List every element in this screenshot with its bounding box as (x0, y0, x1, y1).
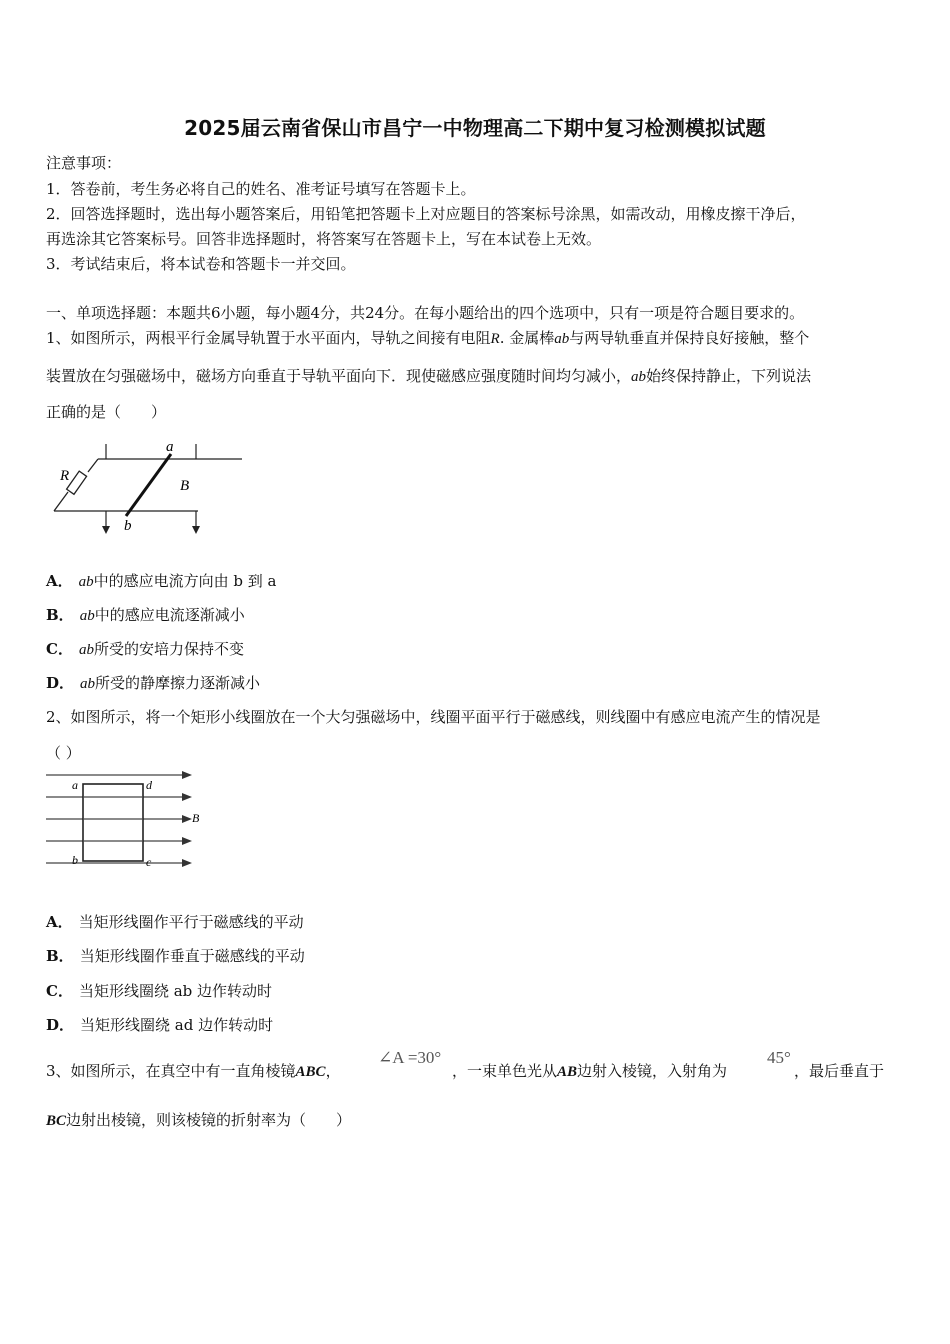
label-b: b (72, 853, 78, 867)
q2-coil-figure (46, 770, 216, 880)
section-heading: 一、单项选择题：本题共6小题，每小题4分，共24分。在每小题给出的四个选项中，只有一项是符合题目要求的。 (46, 304, 805, 322)
q2-option-d[interactable]: D． 当矩形线圈绕 ad 边作转动时 (46, 1016, 274, 1034)
q2-stem-line1: 2、如图所示，将一个矩形小线圈放在一个大匀强磁场中，线圈平面平行于磁感线，则线圈中有感应电流产生的情况是 (46, 708, 821, 726)
label-B: B (192, 811, 200, 825)
notice-item: 再选涂其它答案标号。回答非选择题时，将答案写在答题卡上，写在本试卷上无效。 (46, 230, 602, 248)
label-R: R (60, 468, 70, 484)
notice-item: 1．答卷前，考生务必将自己的姓名、准考证号填写在答题卡上。 (46, 180, 476, 198)
q1-rail-figure (46, 434, 246, 536)
notice-item: 2．回答选择题时，选出每小题答案后，用铅笔把答题卡上对应题目的答案标号涂黑，如需改动，用橡皮擦干净后， (46, 205, 806, 223)
label-b: b (124, 518, 132, 534)
q2-option-a[interactable]: A． 当矩形线圈作平行于磁感线的平动 (46, 913, 304, 931)
q1-option-d[interactable]: D． ab所受的静摩擦力逐渐减小 (46, 674, 261, 692)
q1-option-b[interactable]: B． ab中的感应电流逐渐减小 (46, 606, 245, 624)
q3-stem-part2: ，一束单色光从AB边射入棱镜，入射角为 (452, 1062, 728, 1080)
angle-a-expression: ∠A =30° (378, 1048, 442, 1067)
q3-stem-line2: BC边射出棱镜，则该棱镜的折射率为（ ） (46, 1111, 352, 1129)
label-B: B (180, 478, 190, 494)
q3-stem-part1: 3、如图所示，在真空中有一直角棱镜ABC， (46, 1062, 341, 1080)
q1-option-a[interactable]: A． ab中的感应电流方向由 b 到 a (46, 572, 277, 590)
incidence-angle-expression: 45° (767, 1048, 791, 1067)
q1-stem-line2: 装置放在匀强磁场中，磁场方向垂直于导轨平面向下．现使磁感应强度随时间均匀减小，ab始终保持静止，下列说法 (46, 367, 812, 385)
q1-stem-line1: 1、如图所示，两根平行金属导轨置于水平面内，导轨之间接有电阻R. 金属棒ab与两导轨垂直并保持良好接触，整个 (46, 329, 810, 347)
q3-stem-part3: ，最后垂直于 (794, 1062, 885, 1080)
notice-heading: 注意事项： (46, 154, 122, 172)
q2-option-b[interactable]: B． 当矩形线圈作垂直于磁感线的平动 (46, 947, 305, 965)
q1-option-c[interactable]: C． ab所受的安培力保持不变 (46, 640, 244, 658)
notice-item: 3．考试结束后，将本试卷和答题卡一并交回。 (46, 255, 356, 273)
label-c: c (146, 855, 152, 869)
label-a: a (72, 778, 78, 792)
q2-option-c[interactable]: C． 当矩形线圈绕 ab 边作转动时 (46, 982, 273, 1000)
q2-stem-line2: （ ） (46, 744, 81, 762)
q1-stem-line3: 正确的是（ ） (46, 403, 167, 421)
label-a: a (166, 439, 174, 455)
label-d: d (146, 778, 152, 792)
page-title: 2025届云南省保山市昌宁一中物理高二下期中复习检测模拟试题 (184, 116, 766, 140)
